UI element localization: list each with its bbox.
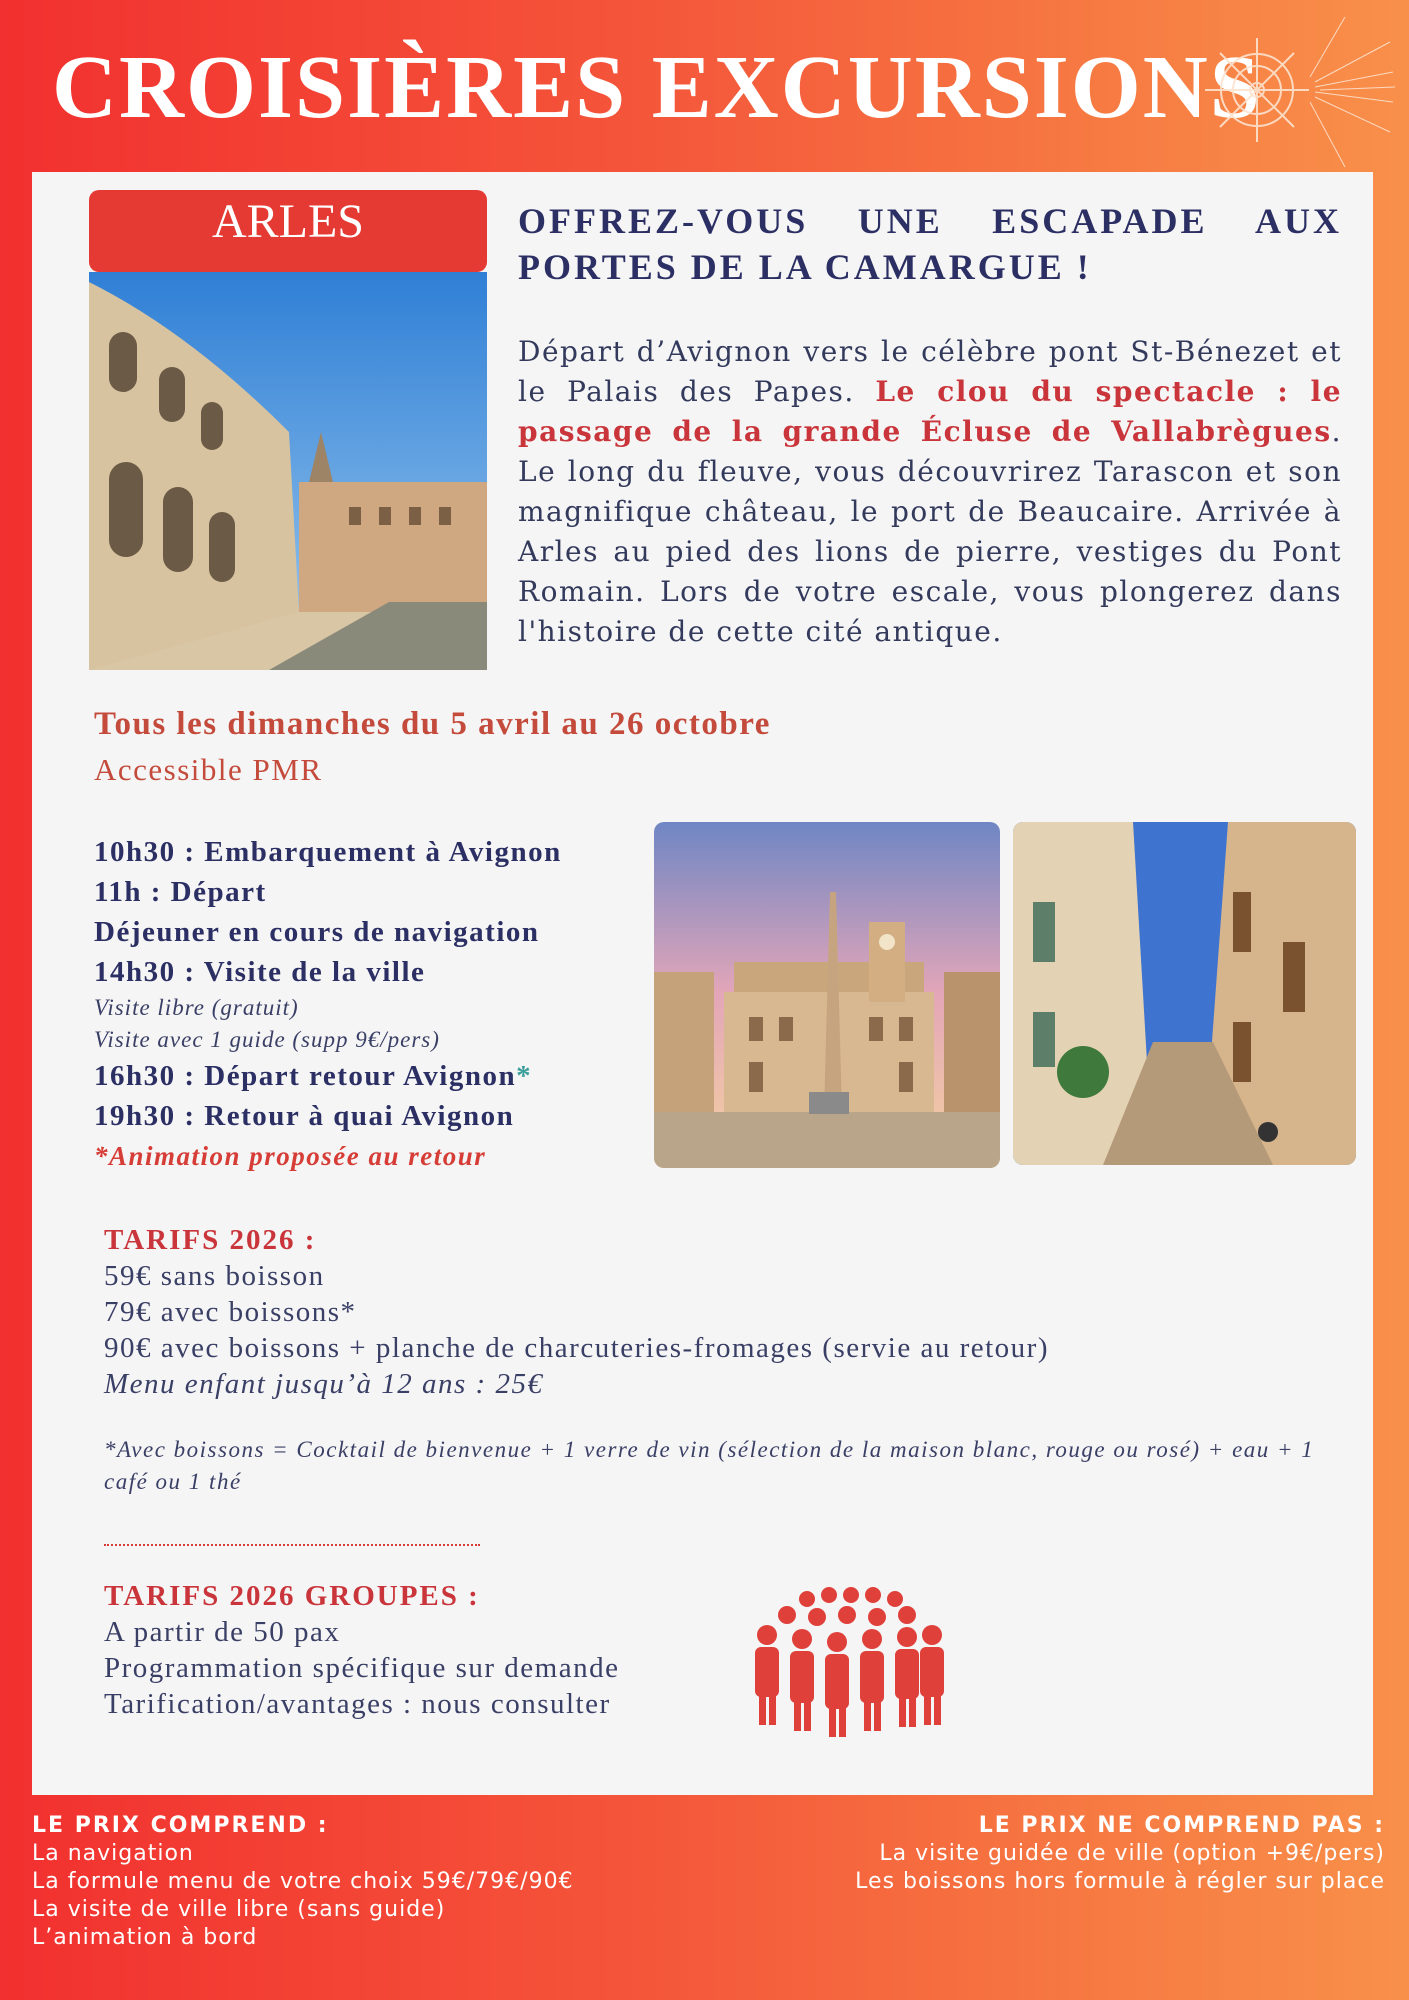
tarifs-heading: TARIFS 2026 : [104, 1224, 317, 1256]
schedule-visit: 14h30 : Visite de la ville [94, 956, 426, 988]
schedule-depart: 11h : Départ [94, 876, 267, 908]
groupes-item: Tarification/avantages : nous consulter [104, 1688, 611, 1720]
schedule [94, 832, 654, 1176]
schedule-visit-free: Visite libre (gratuit) [94, 995, 299, 1020]
price-excludes [855, 1812, 1385, 1896]
price-includes [32, 1812, 574, 1952]
return-depart-text: 16h30 : Départ retour Avignon [94, 1060, 517, 1092]
schedule-return-depart [94, 1056, 654, 1096]
includes-item: La navigation [32, 1841, 194, 1866]
arles-street-photo [1013, 822, 1356, 1165]
intro-text-start: Départ d’Avignon vers le célèbre pont St-Bénezet et le Palais des Papes. [518, 335, 1342, 408]
dates-line: Tous les dimanches du 5 avril au 26 octobre [94, 706, 771, 742]
schedule-return-dock: 19h30 : Retour à quai Avignon [94, 1100, 515, 1132]
tarif-item: 79€ avec boissons* [104, 1296, 357, 1328]
schedule-visit-guide: Visite avec 1 guide (supp 9€/pers) [94, 1027, 440, 1052]
intro-text-end: . Le long du fleuve, vous découvrirez Tarascon et son magnifique château, le port de Beaucaire. Arrivée à Arles au pied des lions de pierre, vestiges du Pont Romain. Lors de votre escale, vous plongerez dans l'histoire de cette cité antique. [518, 415, 1342, 648]
dotted-divider [104, 1544, 480, 1546]
intro-headline: OFFREZ-VOUS UNE ESCAPADE AUX PORTES DE LA CAMARGUE ! [518, 201, 1342, 287]
groupes-section [104, 1578, 619, 1722]
content-panel [32, 172, 1373, 1795]
schedule-animation-note: *Animation proposée au retour [94, 1141, 487, 1171]
excludes-heading: LE PRIX NE COMPREND PAS : [978, 1813, 1385, 1838]
includes-item: La formule menu de votre choix 59€/79€/90€ [32, 1869, 574, 1894]
tarifs-section [104, 1222, 1049, 1402]
excludes-item: Les boissons hors formule à régler sur place [855, 1869, 1385, 1894]
groupes-heading: TARIFS 2026 GROUPES : [104, 1580, 480, 1612]
schedule-lunch: Déjeuner en cours de navigation [94, 916, 540, 948]
groupes-item: Programmation spécifique sur demande [104, 1652, 620, 1684]
tarif-child: Menu enfant jusqu’à 12 ans : 25€ [104, 1368, 544, 1400]
groupes-item: A partir de 50 pax [104, 1616, 341, 1648]
schedule-embark: 10h30 : Embarquement à Avignon [94, 836, 562, 868]
intro-description [518, 332, 1342, 652]
ship-helm-icon [1195, 12, 1395, 172]
arles-arena-photo [89, 272, 487, 670]
includes-item: La visite de ville libre (sans guide) [32, 1897, 446, 1922]
city-badge: ARLES [89, 190, 487, 272]
includes-heading: LE PRIX COMPREND : [32, 1813, 329, 1838]
tarif-item: 90€ avec boissons + planche de charcuteries-fromages (servie au retour) [104, 1332, 1049, 1364]
drinks-note: *Avec boissons = Cocktail de bienvenue + 1 verre de vin (sélection de la maison blanc, rouge ou rosé) + eau + 1 café ou 1 thé [104, 1437, 1315, 1494]
accessibility-note: Accessible PMR [94, 752, 323, 787]
includes-item: L’animation à bord [32, 1925, 258, 1950]
intro-highlight: Le clou du spectacle : le passage de la grande Écluse de Vallabrègues [518, 375, 1343, 448]
group-people-icon [747, 1587, 947, 1737]
tarif-item: 59€ sans boisson [104, 1260, 325, 1292]
asterisk-mark: * [516, 1060, 533, 1092]
page-title: CROISIÈRES EXCURSIONS [52, 38, 1262, 137]
arles-square-photo [654, 822, 1000, 1168]
excludes-item: La visite guidée de ville (option +9€/pers) [879, 1841, 1385, 1866]
